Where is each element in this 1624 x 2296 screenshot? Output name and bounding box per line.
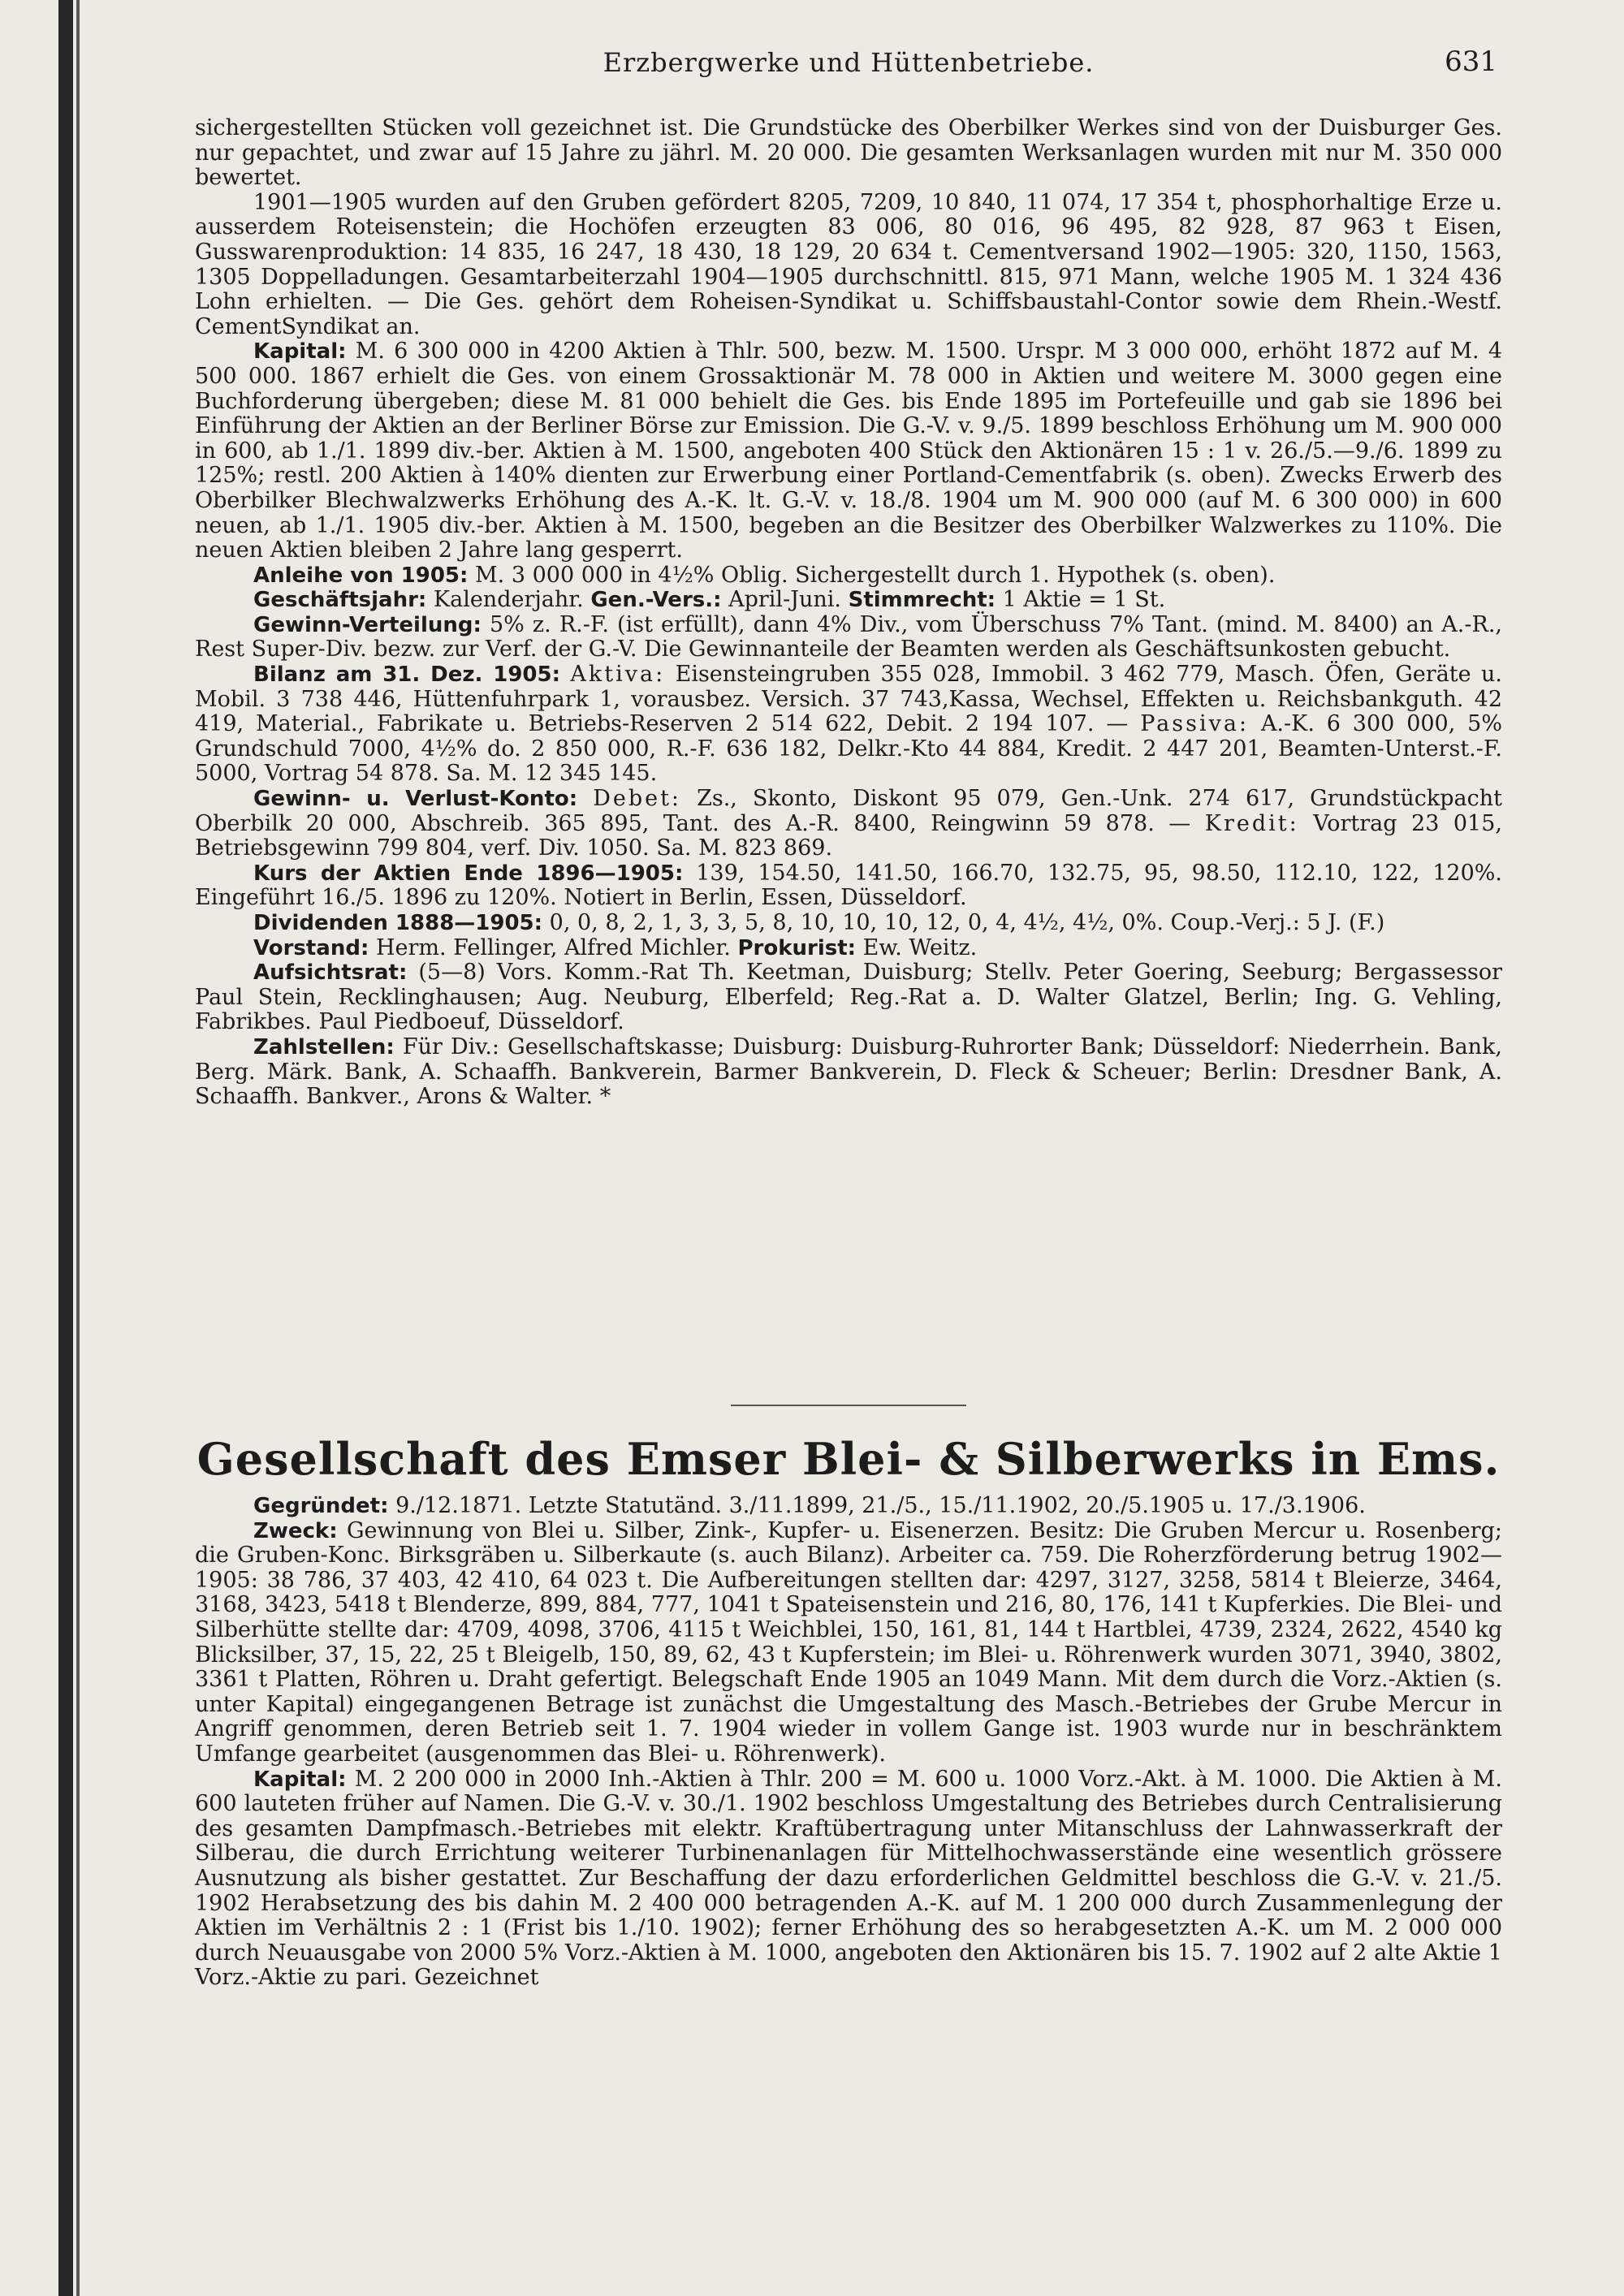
debet-label: Debet:	[593, 786, 682, 812]
gewinn-verlust-label: Gewinn- u. Verlust-Konto:	[253, 787, 578, 812]
zahlstellen-label: Zahlstellen:	[253, 1034, 395, 1060]
book-gutter-shadow	[76, 0, 80, 2296]
company-title: Gesellschaft des Emser Blei- & Silberwerks in Ems.	[197, 1433, 1501, 1485]
gewinn-verlust-section: Gewinn- u. Verlust-Konto: Debet: Zs., Skonto, Diskont 95 079, Gen.-Unk. 274 617, Grundstückpacht Oberbilk 20 000, Abschreib. 365 895, Tant. des A.-R. 8400, Reingwinn 59 878. — Kredit: Vortrag 23 015, Betriebsgewinn 799 804, verf. Div. 1050. Sa. M. 823 869.	[195, 786, 1503, 861]
kurs-label: Kurs der Aktien Ende 1896—1905:	[253, 861, 684, 886]
prokurist-label: Prokurist:	[737, 935, 857, 960]
company-entry-2	[195, 1494, 1502, 1991]
vorstand-label: Vorstand:	[253, 935, 369, 960]
gegruendet-label: Gegründet:	[253, 1494, 389, 1518]
geschaeftsjahr-line: Geschäftsjahr: Kalenderjahr. Gen.-Vers.: April-Juni. Stimmrecht: 1 Aktie = 1 St.	[253, 587, 1166, 613]
book-gutter-edge	[58, 0, 73, 2296]
dividenden-label: Dividenden 1888—1905:	[253, 911, 543, 935]
kredit-label: Kredit:	[1204, 810, 1299, 836]
aktiva-label: Aktiva:	[570, 662, 666, 688]
aufsichtsrat-section: Aufsichtsrat: (5—8) Vors. Komm.-Rat Th. Keetman, Duisburg; Stellv. Peter Goering, Seeburg; Bergassessor Paul Stein, Recklinghausen; Aug. Neuburg, Elberfeld; Reg.-Rat a. D. Walter Glatzel, Berlin; Ing. G. Vehling, Fabrikbes. Paul Piedboeuf, Düsseldorf.	[195, 960, 1502, 1035]
zahlstellen-section: Zahlstellen: Für Div.: Gesellschaftskasse; Duisburg: Duisburg-Ruhrorter Bank; Düsseldorf: Niederrhein. Bank, Berg. Märk. Bank, A. Schaaffh. Bankverein, Barmer Bankverein, D. Fleck & Scheuer; Berlin: Dresdner Bank, A. Schaaffh. Bankver., Arons & Walter. *	[195, 1034, 1502, 1110]
stimmrecht-label: Stimmrecht:	[848, 588, 996, 613]
running-title: Erzbergwerke und Hüttenbetriebe.	[603, 47, 1095, 78]
zweck-section: Zweck: Gewinnung von Blei u. Silber, Zink-, Kupfer- u. Eisenerzen. Besitz: Die Gruben Mercur u. Rosenberg; die Gruben-Konc. Birksgräben u. Silberkaute (s. auch Bilanz). Arbeiter ca. 759. Die Roherzförderung betrug 1902—1905: 38 786, 37 403, 42 410, 64 023 t. Die Aufbereitungen stellten dar: 4297, 3127, 3258, 5814 t Bleierze, 3464, 3168, 3423, 5418 t Blenderze, 899, 884, 777, 1041 t Spateisenstein und 216, 80, 176, 141 t Kupferkies. Die Blei- und Silberhütte stellte dar: 4709, 4098, 3706, 4115 t Weichblei, 150, 161, 81, 144 t Hartblei, 4739, 2324, 2622, 4540 kg Blicksilber, 37, 15, 22, 25 t Bleigelb, 150, 89, 62, 43 t Kupferstein; im Blei- u. Röhrenwerk wurden 3071, 3940, 3802, 3361 t Platten, Röhren u. Draht gefertigt. Belegschaft Ende 1905 an 1049 Mann. Mit dem durch die Vorz.-Aktien (s. unter Kapital) eingegangenen Betrage ist zunächst die Umgestaltung des Masch.-Betriebes der Grube Mercur in Angriff genommen, deren Betrieb seit 1. 7. 1904 wieder in vollem Gange ist. 1903 wurde nur in beschränktem Umfange gearbeitet (ausgenommen das Blei- u. Röhrenwerk).	[195, 1517, 1502, 1767]
kapital-label-2: Kapital:	[253, 1767, 347, 1792]
company-entry-1	[195, 116, 1502, 1110]
bilanz-section: Bilanz am 31. Dez. 1905: Aktiva: Eisensteingruben 355 028, Immobil. 3 462 779, Masch. Öfen, Geräte u. Mobil. 3 738 446, Hüttenfuhrpark 1, vorausbez. Versich. 37 743,Kassa, Wechsel, Effekten u. Reichsbankguth. 42 419, Material., Fabrikate u. Betriebs-Reserven 2 514 622, Debit. 2 194 107. — Passiva: A.-K. 6 300 000, 5% Grundschuld 7000, 4½% do. 2 850 000, R.-F. 636 182, Delkr.-Kto 44 884, Kredit. 2 447 201, Beamten-Unterst.-F. 5000, Vortrag 54 878. Sa. M. 12 345 145.	[195, 662, 1503, 787]
gewinn-verteilung-label: Gewinn-Verteilung:	[253, 612, 482, 637]
zweck-label: Zweck:	[253, 1518, 338, 1543]
passiva-label: Passiva:	[1140, 711, 1250, 737]
section-divider	[731, 1405, 966, 1406]
kapital-section: Kapital: M. 6 300 000 in 4200 Aktien à Thlr. 500, bezw. M. 1500. Urspr. M 3 000 000, erhöht 1872 auf M. 4 500 000. 1867 erhielt die Ges. von einem Grossaktionär M. 78 000 in Aktien und weitere M. 3000 gegen eine Buchforderung übergeben; diese M. 81 000 behielt die Ges. bis Ende 1895 im Portefeuille und gab sie 1896 bei Einführung der Aktien an der Berliner Börse zur Emission. Die G.-V. v. 9./5. 1899 beschloss Erhöhung um M. 900 000 in 600, ab 1./1. 1899 div.-ber. Aktien à M. 1500, angeboten 400 Stück den Aktionären 15 : 1 v. 26./5.—9./6. 1899 zu 125%; restl. 200 Aktien à 140% dienten zur Erwerbung einer Portland-Cementfabrik (s. oben). Zwecks Erwerb des Oberbilker Blechwalzwerks Erhöhung des A.-K. lt. G.-V. v. 18./8. 1904 um M. 900 000 (auf M. 6 300 000) in 600 neuen, ab 1./1. 1905 div.-ber. Aktien à M. 1500, begeben an die Besitzer des Oberbilker Walzwerkes zu 110%. Die neuen Aktien bleiben 2 Jahre lang gesperrt.	[195, 339, 1502, 563]
kapital-label: Kapital:	[253, 339, 347, 365]
paragraph-production: 1901—1905 wurden auf den Gruben gefördert 8205, 7209, 10 840, 11 074, 17 354 t, phosphorhaltige Erze u. ausserdem Roteisenstein; die Hochöfen erzeugten 83 006, 80 016, 96 495, 82 928, 87 963 t Eisen, Gusswarenproduktion: 14 835, 16 247, 18 430, 18 129, 20 634 t. Cementversand 1902—1905: 320, 1150, 1563, 1305 Doppelladungen. Gesamtarbeiterzahl 1904—1905 durchschnittl. 815, 971 Mann, welche 1905 M. 1 324 436 Lohn erhielten. — Die Ges. gehört dem Roheisen-Syndikat u. Schiffsbaustahl-Contor sowie dem Rhein.-Westf. CementSyndikat an.	[195, 189, 1502, 339]
gen-vers-label: Gen.-Vers.:	[590, 588, 722, 613]
page	[195, 0, 1502, 2296]
kurs-section: Kurs der Aktien Ende 1896—1905: 139, 154.50, 141.50, 166.70, 132.75, 95, 98.50, 112.10, 122, 120%. Eingeführt 16./5. 1896 zu 120%. Notiert in Berlin, Essen, Düsseldorf.	[195, 860, 1502, 911]
dividenden-section: Dividenden 1888—1905: 0, 0, 8, 2, 1, 3, 3, 5, 8, 10, 10, 10, 12, 0, 4, 4½, 4½, 0%. Coup.-Verj.: 5 J. (F.)	[253, 910, 1385, 935]
page-number: 631	[1445, 45, 1497, 78]
kapital-section-2: Kapital: M. 2 200 000 in 2000 Inh.-Aktien à Thlr. 200 = M. 600 u. 1000 Vorz.-Akt. à M. 1000. Die Aktien à M. 600 lauteten früher auf Namen. Die G.-V. v. 30./1. 1902 beschloss Umgestaltung des Betriebes durch Centralisierung des gesamten Dampfmasch.-Betriebes mit elektr. Kraftübertragung unter Mitanschluss der Lahnwasserkraft der Silberau, die durch Errichtung weiterer Turbinenanlagen für Mittelhochwasserstände eine wesentlich grössere Ausnutzung als bisher gestattet. Zur Beschaffung der dazu erforderlichen Geldmittel beschloss die G.-V. v. 21./5. 1902 Herabsetzung des bis dahin M. 2 400 000 betragenden A.-K. auf M. 1 200 000 durch Zusammenlegung der Aktien im Verhältnis 2 : 1 (Frist bis 1./10. 1902); ferner Erhöhung des so herabgesetzten A.-K. um M. 2 000 000 durch Neuausgabe von 2000 5% Vorz.-Aktien à M. 1000, angeboten den Aktionären bis 15. 7. 1902 auf 2 alte Aktie 1 Vorz.-Aktie zu pari. Gezeichnet	[195, 1766, 1502, 1991]
geschaeftsjahr-label: Geschäftsjahr:	[253, 588, 427, 613]
aufsichtsrat-label: Aufsichtsrat:	[253, 960, 408, 986]
page-header	[195, 45, 1502, 81]
gewinn-verteilung-section: Gewinn-Verteilung: 5% z. R.-F. (ist erfüllt), dann 4% Div., vom Überschuss 7% Tant. (mind. M. 8400) an A.-R., Rest Super-Div. bezw. zur Verf. der G.-V. Die Gewinnanteile der Beamten werden als Geschäftsunkosten gebucht.	[195, 611, 1502, 662]
vorstand-section: Vorstand: Herm. Fellinger, Alfred Michler. Prokurist: Ew. Weitz.	[253, 934, 978, 960]
bilanz-label: Bilanz am 31. Dez. 1905:	[253, 662, 560, 688]
gegruendet-section: Gegründet: 9./12.1871. Letzte Statutänd. 3./11.1899, 21./5., 15./11.1902, 20./5.1905 u. 17./3.1906.	[253, 1493, 1366, 1518]
paragraph-intro: sichergestellten Stücken voll gezeichnet ist. Die Grundstücke des Oberbilker Werkes sind von der Duisburger Ges. nur gepachtet, und zwar auf 15 Jahre zu jährl. M. 20 000. Die gesamten Werksanlagen wurden mit nur M. 350 000 bewertet.	[195, 115, 1502, 191]
anleihe-label: Anleihe von 1905:	[253, 563, 469, 588]
anleihe-section: Anleihe von 1905: M. 3 000 000 in 4½% Oblig. Sichergestellt durch 1. Hypothek (s. oben).	[253, 562, 1276, 588]
